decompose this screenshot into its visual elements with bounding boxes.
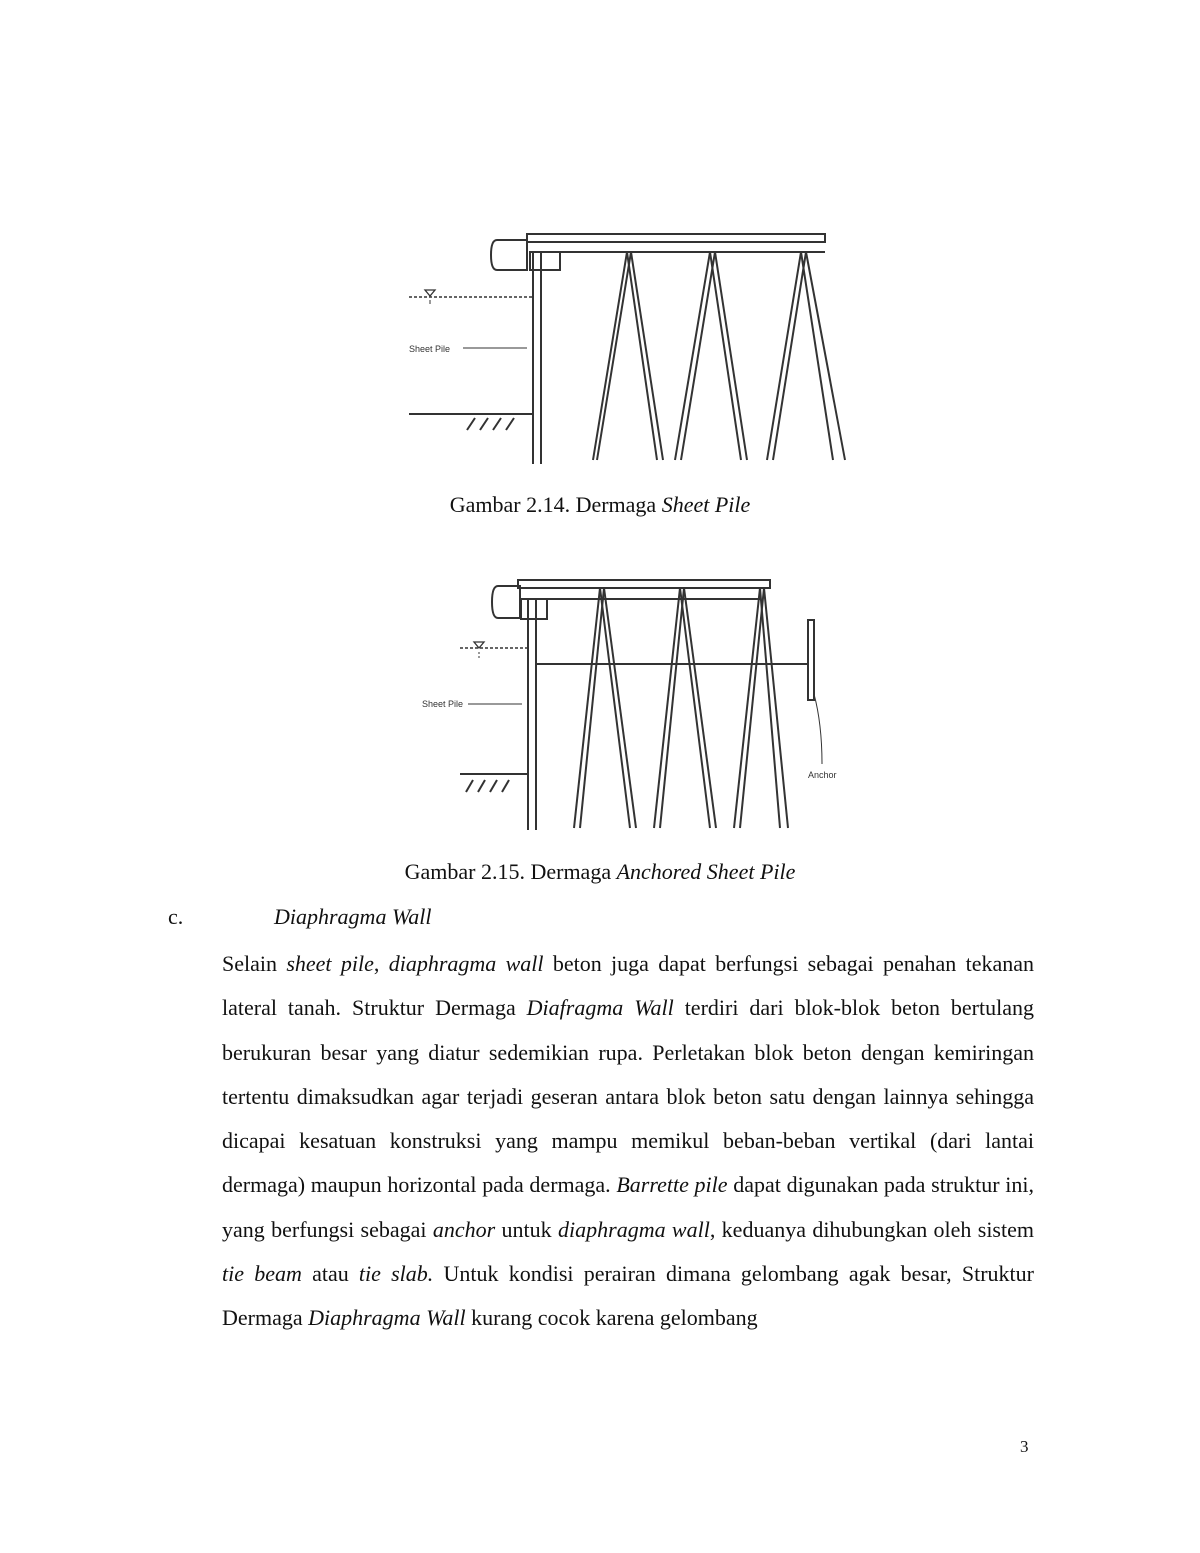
anchored-sheet-pile-diagram	[418, 574, 838, 836]
figure-caption-2-14: Gambar 2.14. Dermaga Sheet Pile	[449, 492, 751, 517]
body-paragraph: Selain sheet pile, diaphragma wall beton juga dapat berfungsi sebagai penahan tekanan lateral tanah. Struktur Dermaga Diafragma Wall terdiri dari blok-blok beton bertulang berukuran besar yang diatur sedemikian rupa. Perletakan blok beton dengan kemiringan tertentu dimaksudkan agar terjadi geseran antara blok beton satu dengan lainnya sehingga dicapai kesatuan konstruksi yang mampu memikul beban-beban vertikal (dari lantai dermaga) maupun horizontal pada dermaga. Barrette pile dapat digunakan pada struktur ini, yang berfungsi sebagai anchor untuk diaphragma wall, keduanya dihubungkan oleh sistem tie beam atau tie slab. Untuk kondisi perairan dimana gelombang agak besar, Struktur Dermaga Diaphragma Wall kurang cocok karena gelombang	[222, 951, 1034, 1331]
deck-slab	[527, 234, 825, 242]
fender	[491, 240, 527, 270]
water-level-icon	[474, 642, 484, 648]
deck-slab	[518, 580, 770, 588]
figure-sheet-pile	[405, 228, 865, 470]
figure-anchored-sheet-pile	[418, 574, 838, 836]
section-marker: c.	[168, 904, 184, 929]
fender	[492, 586, 520, 618]
section-title: Diaphragma Wall	[274, 904, 432, 929]
page-number: 3	[1020, 1437, 1029, 1456]
water-level-icon	[425, 290, 435, 296]
sheet-pile-label: Sheet Pile	[422, 699, 464, 709]
figure-caption-2-15: Gambar 2.15. Dermaga Anchored Sheet Pile	[404, 859, 796, 884]
anchor-label: Anchor	[808, 770, 837, 780]
section-heading	[168, 903, 431, 931]
sheet-pile-label: Sheet Pile	[409, 344, 451, 354]
sheet-pile-diagram	[405, 228, 865, 470]
anchor-wall	[808, 620, 814, 700]
